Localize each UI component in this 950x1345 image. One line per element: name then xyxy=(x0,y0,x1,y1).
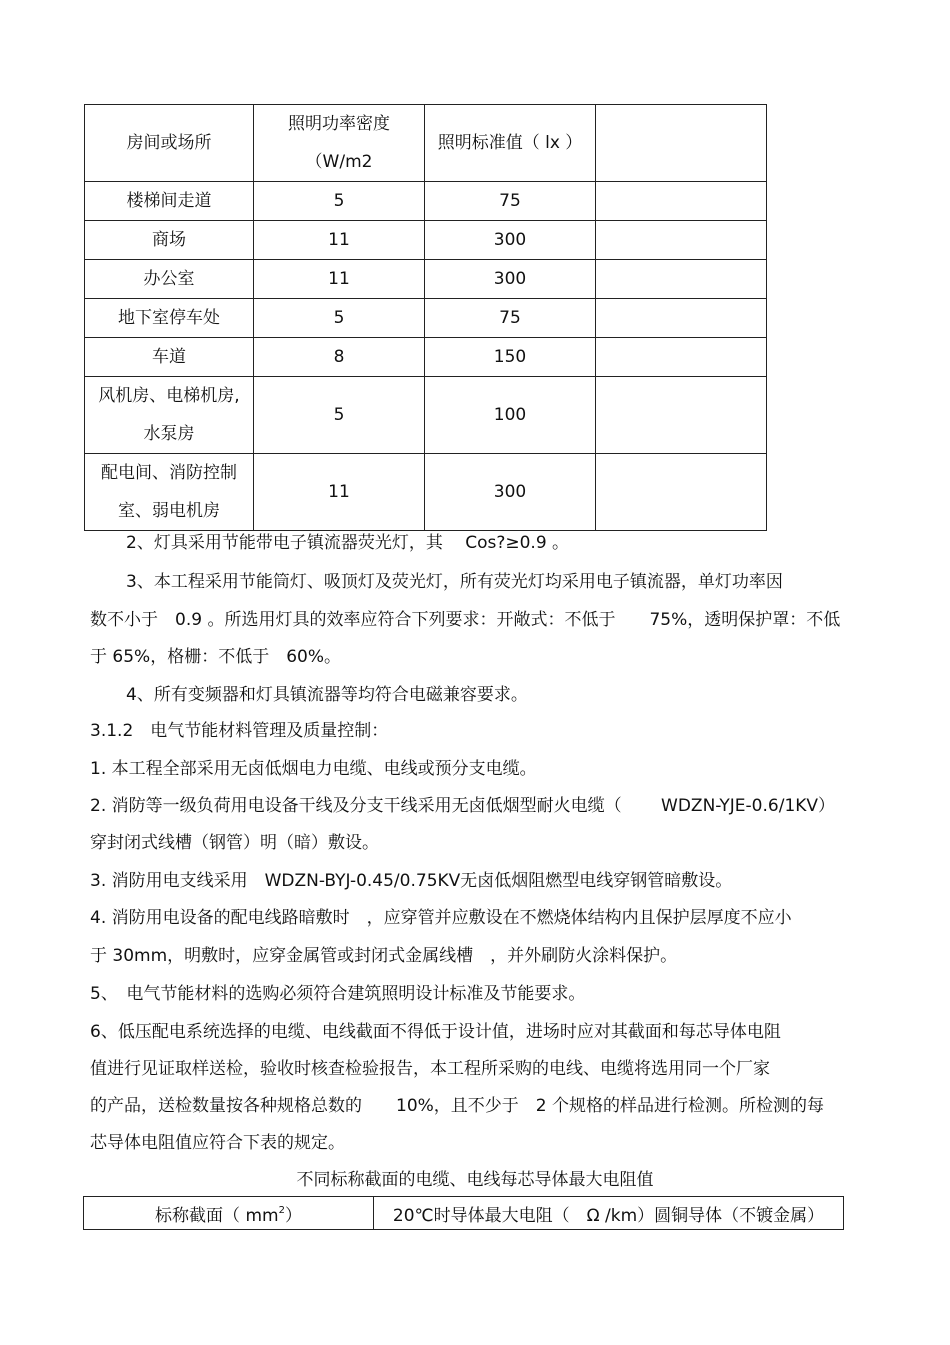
paragraph-2: 2、灯具采用节能带电子镇流器荧光灯，其 Cos?≥0.9 。 xyxy=(126,533,570,553)
cell-standard: 75 xyxy=(425,182,596,221)
paragraph-4: 4、所有变频器和灯具镇流器等均符合电磁兼容要求。 xyxy=(126,685,528,705)
cell-density: 11 xyxy=(254,260,425,299)
table-row xyxy=(85,454,767,531)
table-row xyxy=(85,182,767,221)
header-density xyxy=(254,105,425,182)
header-max-resistance: 20℃时导体最大电阻（ Ω /km）圆铜导体（不镀金属） xyxy=(374,1197,844,1230)
header-nominal-section-end: ） xyxy=(284,1205,302,1226)
cell-room: 楼梯间走道 xyxy=(85,182,254,221)
item-6-line1: 6、低压配电系统选择的电缆、电线截面不得低于设计值，进场时应对其截面和每芯导体电阻 xyxy=(90,1022,781,1042)
table-row xyxy=(85,338,767,377)
cell-standard: 150 xyxy=(425,338,596,377)
item-2-line1: 2. 消防等一级负荷用电设备干线及分支干线采用无卤低烟型耐火电缆（ WDZN-YJE-0.6/1KV） xyxy=(90,796,836,816)
cell-room: 商场 xyxy=(85,221,254,260)
cell-room: 地下室停车处 xyxy=(85,299,254,338)
cell-standard: 75 xyxy=(425,299,596,338)
table-row xyxy=(85,260,767,299)
cell-room-line2: 水泵房 xyxy=(143,424,195,444)
cell-density: 11 xyxy=(254,221,425,260)
resistance-table-header-row xyxy=(84,1197,844,1230)
item-5: 5、 电气节能材料的选购必须符合建筑照明设计标准及节能要求。 xyxy=(90,984,586,1004)
cell-empty xyxy=(596,454,767,531)
header-density-line1: 照明功率密度 xyxy=(288,114,390,134)
cell-empty xyxy=(596,182,767,221)
resistance-table-caption: 不同标称截面的电缆、电线每芯导体最大电阻值 xyxy=(296,1170,654,1190)
table-row xyxy=(85,221,767,260)
header-nominal-section xyxy=(84,1197,374,1230)
cell-density: 11 xyxy=(254,454,425,531)
resistance-table xyxy=(83,1196,844,1230)
item-6-line4: 芯导体电阻值应符合下表的规定。 xyxy=(90,1133,345,1153)
cell-room-line1: 配电间、消防控制 xyxy=(101,463,237,483)
header-density-line2: （W/m2 xyxy=(305,152,373,172)
cell-room xyxy=(85,377,254,454)
cell-empty xyxy=(596,260,767,299)
table-header-row xyxy=(85,105,767,182)
item-6-line3: 的产品，送检数量按各种规格总数的 10%，且不少于 2 个规格的样品进行检测。所检测的每 xyxy=(90,1096,825,1116)
paragraph-3-line2: 数不小于 0.9 。所选用灯具的效率应符合下列要求：开敞式：不低于 75%，透明保护罩：不低 xyxy=(90,610,841,630)
cell-density: 5 xyxy=(254,299,425,338)
cell-standard: 300 xyxy=(425,221,596,260)
paragraph-3-line3: 于 65%，格栅：不低于 60%。 xyxy=(90,647,341,667)
cell-standard: 300 xyxy=(425,260,596,299)
cell-empty xyxy=(596,221,767,260)
section-heading-3-1-2: 3.1.2 电气节能材料管理及质量控制： xyxy=(90,721,389,741)
cell-standard: 100 xyxy=(425,377,596,454)
item-4-line1: 4. 消防用电设备的配电线路暗敷时 ，应穿管并应敷设在不燃烧体结构内且保护层厚度不应小 xyxy=(90,908,792,928)
item-6-line2: 值进行见证取样送检，验收时核查检验报告，本工程所采购的电线、电缆将选用同一个厂家 xyxy=(90,1059,770,1079)
cell-density: 5 xyxy=(254,377,425,454)
item-3: 3. 消防用电支线采用 WDZN-BYJ-0.45/0.75KV无卤低烟阻燃型电线穿钢管暗敷设。 xyxy=(90,871,733,891)
cell-empty xyxy=(596,338,767,377)
table-row xyxy=(85,377,767,454)
paragraph-3-line1: 3、本工程采用节能筒灯、吸顶灯及荧光灯，所有荧光灯均采用电子镇流器，单灯功率因 xyxy=(126,572,783,592)
lighting-density-table xyxy=(84,104,767,531)
cell-empty xyxy=(596,377,767,454)
superscript-2: 2 xyxy=(278,1204,285,1216)
cell-room xyxy=(85,454,254,531)
cell-standard: 300 xyxy=(425,454,596,531)
item-1: 1. 本工程全部采用无卤低烟电力电缆、电线或预分支电缆。 xyxy=(90,759,537,779)
cell-room: 车道 xyxy=(85,338,254,377)
item-4-line2: 于 30mm，明敷时，应穿金属管或封闭式金属线槽 ，并外刷防火涂料保护。 xyxy=(90,946,678,966)
cell-room-line2: 室、弱电机房 xyxy=(118,501,220,521)
item-2-line2: 穿封闭式线槽（钢管）明（暗）敷设。 xyxy=(90,833,379,853)
cell-room: 办公室 xyxy=(85,260,254,299)
table-row xyxy=(85,299,767,338)
cell-empty xyxy=(596,299,767,338)
header-extra xyxy=(596,105,767,182)
cell-density: 8 xyxy=(254,338,425,377)
header-room: 房间或场所 xyxy=(85,105,254,182)
cell-room-line1: 风机房、电梯机房, xyxy=(98,386,240,406)
header-nominal-section-text: 标称截面（ mm xyxy=(155,1205,279,1226)
header-standard: 照明标准值（ lx ） xyxy=(425,105,596,182)
cell-density: 5 xyxy=(254,182,425,221)
